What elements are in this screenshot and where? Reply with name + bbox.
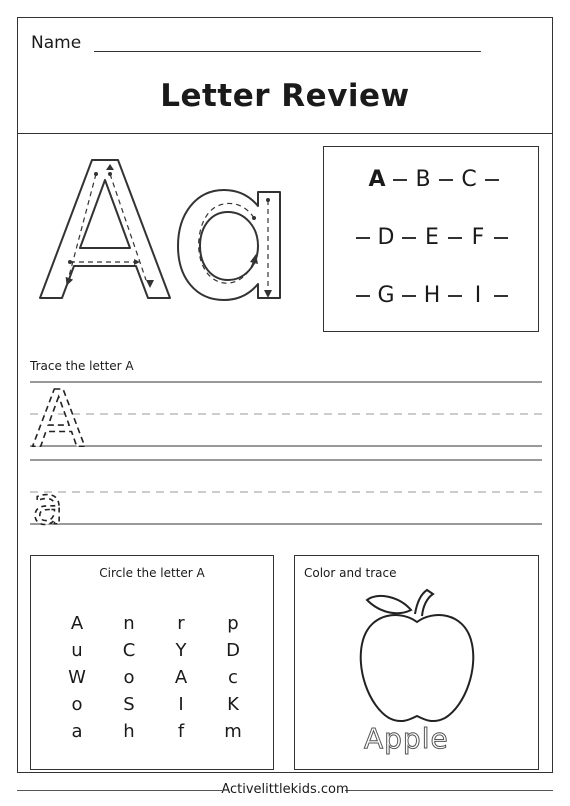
grid-letter[interactable]: S (123, 694, 135, 715)
trace-section-label: Trace the letter A (30, 359, 134, 373)
name-label: Name (31, 33, 82, 53)
alphabet-letter: H (423, 283, 441, 308)
color-section-label: Color and trace (304, 566, 397, 580)
grid-letter[interactable]: a (71, 721, 83, 742)
dash (402, 295, 416, 297)
name-field-line[interactable] (94, 51, 481, 52)
grid-letter[interactable]: p (227, 613, 239, 634)
dash (402, 237, 416, 239)
alphabet-letter: C (461, 167, 477, 192)
grid-letter[interactable]: r (177, 613, 185, 634)
grid-letter[interactable]: D (226, 640, 240, 661)
alphabet-row-3 (324, 283, 540, 308)
grid-letter[interactable]: o (71, 694, 83, 715)
alphabet-letter: D (377, 225, 395, 250)
grid-letter[interactable]: f (177, 721, 185, 742)
grid-letter[interactable]: o (123, 667, 135, 688)
dash (393, 179, 407, 181)
apple-icon[interactable] (355, 588, 480, 728)
grid-letter[interactable]: c (228, 667, 238, 688)
grid-letter[interactable]: A (174, 667, 188, 688)
trace-lines[interactable] (30, 372, 542, 532)
alphabet-letter: E (425, 225, 439, 250)
dash (356, 295, 370, 297)
circle-section-label: Circle the letter A (99, 566, 205, 580)
circle-letter-box (30, 555, 274, 770)
lowercase-a-outline (178, 190, 280, 300)
trace-uppercase-a: A (32, 375, 86, 465)
uppercase-a-outline (40, 160, 170, 298)
alphabet-letter: A (368, 167, 386, 192)
page-title: Letter Review (160, 78, 410, 114)
grid-letter[interactable]: W (68, 667, 86, 688)
dash (356, 237, 370, 239)
alphabet-letter: B (415, 167, 431, 192)
alphabet-letter: I (474, 283, 482, 308)
letter-grid (51, 612, 259, 744)
alphabet-letter: G (377, 283, 395, 308)
grid-letter[interactable]: I (178, 694, 184, 715)
grid-letter[interactable]: C (122, 640, 136, 661)
alphabet-row-1 (324, 167, 540, 192)
header-divider (17, 133, 553, 134)
alphabet-row-2 (324, 225, 540, 250)
grid-letter[interactable]: A (70, 613, 84, 634)
grid-letter[interactable]: n (123, 613, 135, 634)
grid-letter[interactable]: K (227, 694, 239, 715)
footer-website: Activelittlekids.com (221, 782, 349, 797)
big-letters-aa (30, 150, 290, 310)
dash (485, 179, 499, 181)
dash (494, 237, 508, 239)
grid-letter[interactable]: h (123, 721, 135, 742)
dash (439, 179, 453, 181)
alphabet-letter: F (471, 225, 485, 250)
grid-letter[interactable]: m (224, 721, 242, 742)
grid-letter[interactable]: Y (175, 640, 187, 661)
trace-lowercase-a: a (32, 477, 64, 532)
dash (448, 237, 462, 239)
alphabet-sequence-box (323, 146, 539, 332)
dash (494, 295, 508, 297)
dash (448, 295, 462, 297)
apple-trace-word: Apple (364, 722, 449, 755)
grid-letter[interactable]: u (71, 640, 83, 661)
